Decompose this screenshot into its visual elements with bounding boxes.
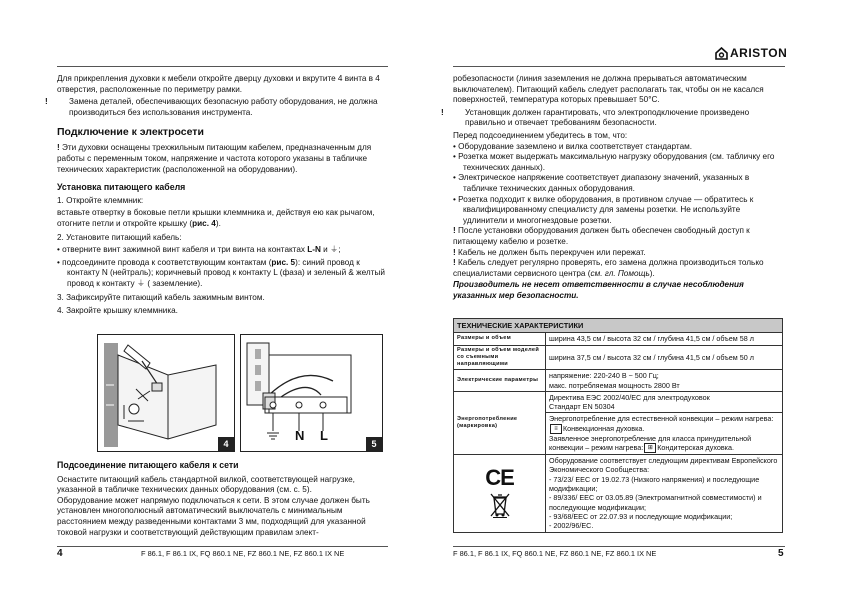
tech-spec-table bbox=[453, 318, 783, 533]
direct-connect-text: Оборудование может напрямую подключаться к сети. В этом случае должен быть установлен многополюсный автоматический выключатель с минимальным расстоянием между разведенными контактами 3 мм, подходящий для указанной токовой нагрузки и соответствующий действующим правилам элект- bbox=[57, 495, 370, 537]
plug-text: Оснастите питающий кабель стандартной вилкой, соответствующей нагрузке, указанной в табличке технических данных оборудования (см. с. 5). bbox=[57, 474, 355, 495]
terminal-cover-illustration bbox=[98, 335, 234, 451]
step-1: 1. Откройте клеммник: bbox=[57, 195, 144, 205]
check-item: • Оборудование заземлено и вилка соответствует стандартам. bbox=[453, 141, 693, 151]
brand-name: ARISTON bbox=[730, 45, 788, 60]
check-item: • Розетка может выдержать максимальную нагрузку оборудования (см. табличку его технических данных). bbox=[453, 152, 775, 172]
phase-label: L bbox=[320, 428, 328, 443]
grounding-text: робезопасности (линия заземления не должна прерываться автоматическим выключателем). Питающий кабель следует располагать так, чтобы он не касался поверхностей, температура которых превышает 50°С. bbox=[453, 74, 764, 105]
subheading-connect-cable: Подсоединение питающего кабеля к сети bbox=[57, 460, 239, 470]
warning-mark: ! bbox=[441, 107, 444, 117]
step-1-detail: вставьте отвертку в боковые петли крышки клеммника и, действуя ею как рычагом, отогните петли и откройте крышку (рис. 4). bbox=[57, 208, 375, 228]
check-item: • Электрическое напряжение соответствует диапазону значений, указанных в табличке технических данных оборудования. bbox=[453, 173, 750, 193]
bottom-rule-right bbox=[453, 546, 785, 547]
cable-note: ! Эти духовки оснащены трехжильным питающим кабелем, предназначенным для работы с переменным током, напряжение и частота которого указаны в табличке технических характеристик (расположенной на оборудовании). bbox=[57, 143, 372, 174]
figure-4 bbox=[97, 334, 235, 452]
step-2: 2. Установите питающий кабель: bbox=[57, 232, 182, 242]
row-label-compliance bbox=[454, 455, 546, 532]
house-logo-icon bbox=[715, 47, 728, 60]
top-rule-right bbox=[453, 66, 785, 67]
brand-logo bbox=[715, 46, 787, 60]
table-title: ТЕХНИЧЕСКИЕ ХАРАКТЕРИСТИКИ bbox=[454, 319, 783, 333]
installer-note: ! Установщик должен гарантировать, что электроподключение произведено правильно и отвечает требованиям безопасности. bbox=[441, 107, 750, 128]
row-value-directive: Директива ЕЭС 2002/40/EC для электродуховок Стандарт EN 50304 bbox=[546, 391, 783, 413]
step-2-bullet-2: • подсоедините провода к соответствующим контактам (рис. 5): синий провод к контакту N (нейтраль); коричневый провод к контакту L (фаза) и зеленый & желтый провод к контакту ⏚ ( заземление). bbox=[57, 257, 385, 288]
figure-5 bbox=[240, 334, 383, 452]
row-value-dimensions: ширина 43,5 см / высота 32 см / глубина 41,5 см / объем 58 л bbox=[546, 333, 783, 345]
page-number-left: 4 bbox=[57, 548, 63, 559]
left-column-bottom bbox=[57, 460, 388, 538]
row-value-dimensions-rails: ширина 37,5 см / высота 32 см / глубина 41,5 см / объем 50 л bbox=[546, 345, 783, 370]
row-value-electrical: напряжение: 220-240 В ~ 500 Гц; макс. потребляемая мощность 2800 Вт bbox=[546, 370, 783, 392]
row-value-energy: Энергопотребление для естественной конвекции – режим нагрева: ≡ Конвекционная духовка. Заявленное энергопотребление для класса принудительной конвекции – режим нагрева: ⊞ Кондитерская духовка. bbox=[546, 413, 783, 455]
step-4: 4. Закройте крышку клеммника. bbox=[57, 306, 178, 316]
warning-mark: ! bbox=[45, 97, 48, 107]
step-2-bullet-1: • отверните винт зажимной винт кабеля и три винта на контактах L-N и ⏚; bbox=[57, 245, 341, 255]
oven-mount-text: Для прикрепления духовки к мебели откройте дверцу духовки и вкрутите 4 винта в 4 отверстия, расположенные по периметру рамки. bbox=[57, 74, 380, 94]
right-column bbox=[441, 74, 785, 301]
check-list bbox=[453, 142, 785, 227]
liability-warning: Производитель не несет ответственности в случае несоблюдения указанных мер безопасности. bbox=[453, 280, 744, 300]
top-rule-left bbox=[57, 66, 388, 67]
pastry-oven-icon: ⊞ bbox=[644, 443, 656, 453]
left-column bbox=[45, 74, 388, 317]
neutral-label: N bbox=[295, 428, 305, 443]
check-intro: Перед подсоединением убедитесь в том, что: bbox=[453, 130, 628, 140]
row-label-dimensions-rails: Размеры и объем моделей со съемными направляющими bbox=[454, 345, 546, 370]
subheading-install-cable: Установка питающего кабеля bbox=[57, 182, 186, 193]
weee-bin-icon bbox=[489, 492, 511, 518]
terminal-wiring-illustration bbox=[241, 335, 382, 451]
bottom-rule-left bbox=[57, 546, 388, 547]
check-item: • Розетка подходит к вилке оборудования, в противном случае — обратитесь к квалифицированному специалисту для замены розетки. Не используйте удлинители и многогнездовые розетки. bbox=[453, 194, 754, 225]
row-label-energy: Энергопотребление (маркировка) bbox=[454, 391, 546, 454]
twist-note: ! Кабель не должен быть перекручен или пережат. bbox=[453, 247, 646, 257]
page-number-right: 5 bbox=[778, 548, 784, 559]
row-label-dimensions: Размеры и объем bbox=[454, 333, 546, 345]
step-3: 3. Зафиксируйте питающий кабель зажимным винтом. bbox=[57, 292, 265, 302]
footer-models-left: F 86.1, F 86.1 IX, FQ 860.1 NE, FZ 860.1 NE, FZ 860.1 IX NE bbox=[141, 549, 345, 558]
parts-replacement-note: ! Замена деталей, обеспечивающих безопасную работу оборудования, не должна производиться без использования инструмента. bbox=[45, 97, 378, 117]
row-label-electrical: Электрические параметры bbox=[454, 370, 546, 392]
figure-number-4: 4 bbox=[218, 437, 234, 451]
access-note: ! После установки оборудования должен быть обеспечен свободный доступ к питающему кабелю и розетке. bbox=[453, 226, 750, 246]
inspection-note: ! Кабель следует регулярно проверять, его замена должна производиться только специалистами сервисного центра (см. гл. Помощь). bbox=[453, 258, 764, 278]
warning-mark: ! bbox=[57, 143, 63, 153]
figure-number-5: 5 bbox=[366, 437, 382, 451]
footer-models-right: F 86.1, F 86.1 IX, FQ 860.1 NE, FZ 860.1 NE, FZ 860.1 IX NE bbox=[453, 549, 657, 558]
row-value-compliance: Оборудование соответствует следующим директивам Европейского Экономического Сообщества: - 73/23/ EEC от 19.02.73 (Низкого напряжения) и последующие модификации; - 89/336/ EEC от 03.05.89 (Электромагнитной совместимости) и последующие модификации; - 93/68/EEC от 22.07.93 и последующие модификации; - 2002/96/EC. bbox=[546, 455, 783, 532]
ce-mark: CE bbox=[485, 464, 514, 490]
convection-oven-icon: ≡ bbox=[550, 424, 562, 434]
section-heading-electric: Подключение к электросети bbox=[57, 126, 204, 139]
